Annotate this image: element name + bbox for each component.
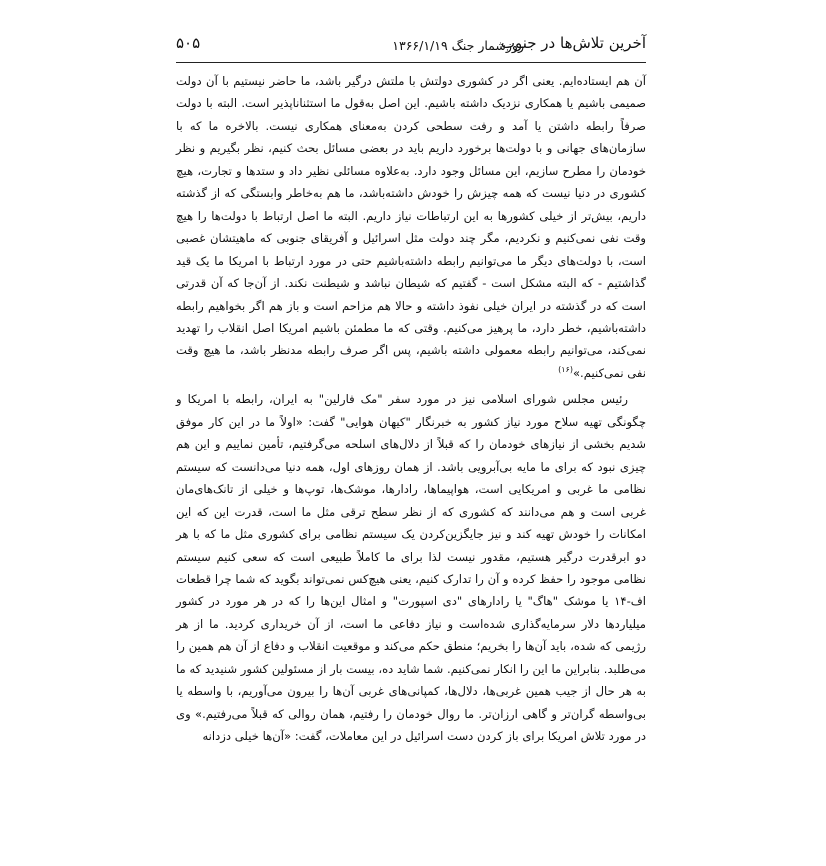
header-divider — [176, 62, 646, 63]
running-title: آخرین تلاش‌ها در جنوب — [500, 34, 646, 52]
paragraph — [176, 388, 646, 747]
footnote-reference: (۱۶) — [558, 365, 573, 375]
paragraph-text: آن هم ایستاده‌ایم. یعنی اگر در کشوری دولتش با ملتش درگیر باشد، ما حاضر نیستیم با آن دولت صمیمی باشیم یا همکاری نزدیک داشته باشیم. این اصل به‌قول ما استثناناپذیر است. البته با دولت صرفاً رابطه داشتن یا آمد و رفت سطحی کردن به‌معنای همکاری نیست. بالاخره ما که با سازمان‌های جهانی و با دولت‌ها برخورد داریم باید در بعضی مسائل بحث کنیم، نظر بگیریم و نظر خودمان را مطرح سازیم، این مسائل وجود دارد. به‌علاوه مسائلی نظیر داد و ستدها و تجارت، هیچ کشوری در دنیا نیست که همه چیزش را خودش داشته‌باشد، ما هم به‌خاطر وابستگی که از گذشته داریم، بیش‌تر از خیلی کشورها به این ارتباطات نیاز داریم. البته ما اصل ارتباط با دولت‌ها را هیچ وقت نفی نمی‌کنیم و نکردیم، مگر چند دولت مثل اسرائیل و آفریقای جنوبی که ماهیتشان غصبی است، با دولت‌های دیگر ما می‌توانیم رابطه داشته‌باشیم حتی در مورد ارتباط با امریکا ما یک قید گذاشتیم - که البته مشکل است - گفتیم که شیطان نباشد و شیطنت نکند. از آن‌جا که آن قدرتی است که در گذشته در ایران خیلی نفوذ داشته و حالا هم مزاحم است و باز هم اگر بخواهیم رابطه داشته‌باشیم، خطر دارد، ما پرهیز می‌کنیم. وقتی که ما مطمئن باشیم امریکا اصل انقلاب را تهدید نمی‌کند، می‌توانیم رابطه معمولی داشته باشیم، پس اگر صرف رابطه مدنظر باشد، ما هیچ وقت نفی نمی‌کنیم.» — [176, 74, 646, 380]
paragraph — [176, 70, 646, 384]
body-text — [176, 70, 646, 748]
chapter-title: روزشمار جنگ ۱۳۶۶/۱/۱۹ — [392, 38, 524, 53]
page-number: ۵۰۵ — [176, 34, 201, 52]
paragraph-text: رئیس مجلس شورای اسلامی نیز در مورد سفر "مک فارلین" به ایران، رابطه با امریکا و چگونگی تهیه سلاح مورد نیاز کشور به خبرنگار "کیهان هوایی" گفت: «اولاً ما در این کار موفق شدیم بخشی از نیازهای خودمان را که قبلاً از دلال‌های اسلحه می‌گرفتیم، تأمین نماییم و این هم چیزی نبود که برای ما مایه بی‌آبرویی باشد. از همان روزهای اول، همه دنیا می‌دانست که سیستم نظامی ما غربی و امریکایی است، هواپیماها، رادارها، موشک‌ها، توپ‌ها و خیلی از تانک‌های‌مان غربی است و هم می‌دانند که کشوری که از نظر سطح ترقی مثل ما است، قدرت این که این امکانات را خودش تهیه کند و نیز جایگزین‌کردن یک سیستم نظامی برای کشوری مثل ما که با هر دو ابرقدرت درگیر هستیم، مقدور نیست لذا برای ما کاملاً طبیعی است که سعی کنیم سیستم نظامی موجود را حفظ کرده و آن را تدارک کنیم، یعنی هیچ‌کس نمی‌تواند بگوید که شما چرا قطعات اف-۱۴ یا موشک "هاگ" یا رادارهای "دی اسپورت" و امثال این‌ها را که در هر مورد در کشور میلیاردها دلار سرمایه‌گذاری شده‌است و نیاز دفاعی ما است، از آن خریداری کردید. ما از هر رژیمی که شده، باید آن‌ها را بخریم؛ منطق حکم می‌کند و موقعیت انقلاب و دفاع از آن هم همین را می‌طلبد. بنابراین ما این را انکار نمی‌کنیم. شما شاید ده، بیست بار از مسئولین کشور شنیدید که ما به هر حال از جیب همین غربی‌ها، دلال‌ها، کمپانی‌های غربی آن‌ها را بیرون می‌آوریم، با واسطه یا بی‌واسطه گران‌تر و گاهی ارزان‌تر. ما روال خودمان را رفتیم، همان روالی که قبلاً می‌رفتیم.» وی در مورد تلاش امریکا برای باز کردن دست اسرائیل در این معاملات، گفت: «آن‌ها خیلی دزدانه — [176, 392, 646, 744]
page-header — [176, 34, 646, 60]
